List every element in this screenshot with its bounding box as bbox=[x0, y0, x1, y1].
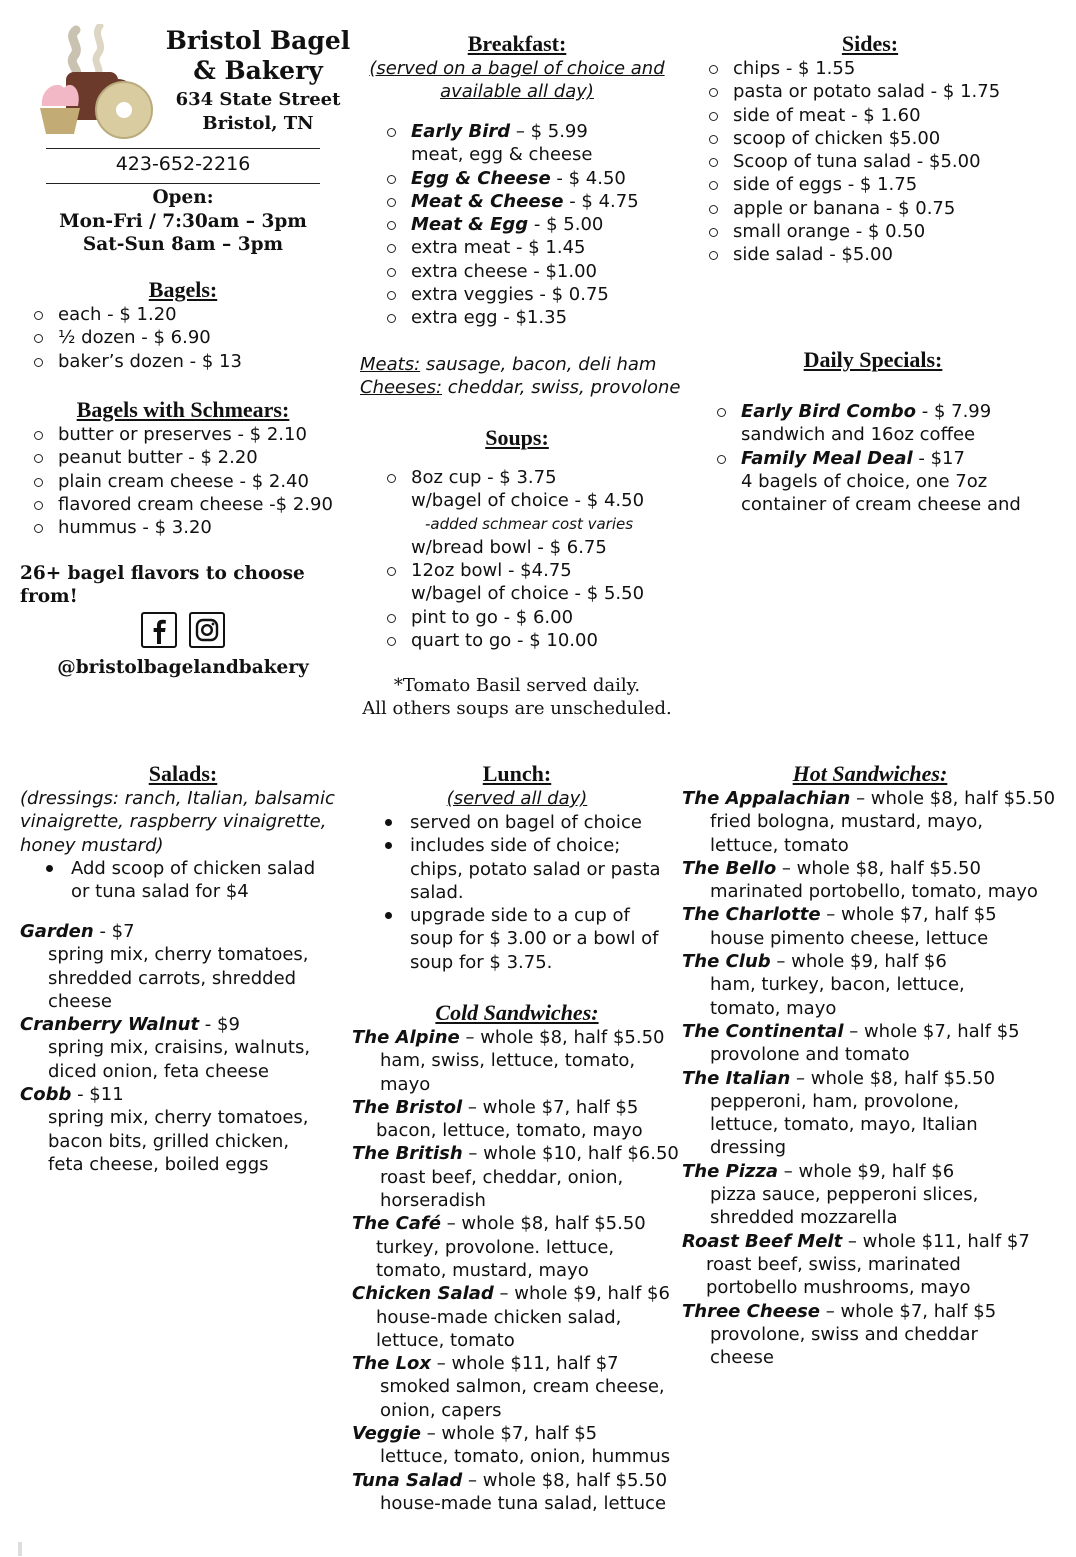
list-item: chips - $ 1.55 bbox=[733, 57, 1043, 80]
item-name: Cobb bbox=[20, 1084, 72, 1106]
special-price: - $17 bbox=[912, 447, 965, 469]
item-desc: tomato, mayo bbox=[710, 997, 837, 1019]
item-price: - $11 bbox=[71, 1084, 124, 1106]
menu-item bbox=[352, 1142, 682, 1212]
list-item: baker’s dozen - $ 13 bbox=[58, 350, 338, 373]
item-name: Chicken Salad bbox=[352, 1283, 494, 1305]
lunch-line: soup for $ 3.75. bbox=[410, 951, 553, 973]
list-item bbox=[741, 400, 1051, 447]
item-desc: lettuce, tomato, mayo, Italian bbox=[710, 1114, 978, 1136]
soups-note-line1: *Tomato Basil served daily. bbox=[393, 675, 641, 696]
item-name: Garden bbox=[20, 921, 94, 942]
item-name: Three Cheese bbox=[682, 1300, 821, 1322]
soups-heading: Soups: bbox=[485, 425, 549, 450]
list-item: extra veggies - $ 0.75 bbox=[411, 283, 681, 306]
item-desc: cheese bbox=[48, 990, 112, 1012]
lunch-heading: Lunch: bbox=[482, 761, 552, 786]
item-price: – whole $8, half $5.50 bbox=[850, 788, 1056, 809]
list-item bbox=[411, 466, 681, 559]
item-price: - $ 4.50 bbox=[550, 167, 626, 189]
item-price: – whole $9, half $6 bbox=[770, 951, 947, 973]
item-price: - $9 bbox=[199, 1014, 240, 1036]
item-price: – whole $7, half $5 bbox=[843, 1020, 1020, 1042]
item-name: The Lox bbox=[352, 1353, 432, 1375]
item-desc: cheese bbox=[710, 1347, 774, 1369]
item-desc: ham, turkey, bacon, lettuce, bbox=[710, 974, 965, 996]
list-item bbox=[410, 811, 680, 834]
list-item: each - $ 1.20 bbox=[58, 303, 338, 326]
business-name-line1: Bristol Bagel bbox=[165, 26, 351, 55]
item-name: Tuna Salad bbox=[352, 1469, 463, 1491]
item-name: The Café bbox=[352, 1213, 441, 1235]
item-desc: house-made chicken salad, bbox=[376, 1306, 622, 1328]
lunch-line: includes side of choice; bbox=[410, 835, 621, 857]
cheeses-value: cheddar, swiss, provolone bbox=[442, 377, 681, 399]
address bbox=[168, 88, 348, 136]
list-item bbox=[411, 190, 681, 213]
menu-item bbox=[352, 1026, 682, 1096]
item-price: – whole $8, half $5.50 bbox=[462, 1469, 668, 1491]
list-item: side of eggs - $ 1.75 bbox=[733, 173, 1043, 196]
item-desc: horseradish bbox=[380, 1190, 486, 1212]
cheeses-line bbox=[360, 376, 690, 399]
list-item bbox=[410, 834, 680, 904]
hot-sandwiches-heading: Hot Sandwiches: bbox=[792, 761, 948, 786]
lunch-subtitle: (served all day) bbox=[446, 788, 588, 809]
menu-item bbox=[20, 920, 350, 1013]
facebook-icon[interactable] bbox=[141, 612, 177, 648]
special-name: Early Bird Combo bbox=[741, 401, 916, 422]
schmear-note: -added schmear cost varies bbox=[425, 514, 634, 533]
menu-item bbox=[352, 1096, 682, 1143]
business-name bbox=[160, 26, 356, 86]
list-item: side of meat - $ 1.60 bbox=[733, 104, 1043, 127]
item-desc: meat, egg & cheese bbox=[411, 144, 593, 166]
item-desc: pepperoni, ham, provolone, bbox=[710, 1090, 960, 1112]
item-desc: roast beef, swiss, marinated bbox=[706, 1253, 961, 1275]
item-name: The Continental bbox=[682, 1020, 844, 1042]
logo bbox=[36, 24, 156, 140]
item-name: The Pizza bbox=[682, 1160, 779, 1182]
addon-line: or tuna salad for $4 bbox=[71, 881, 249, 903]
menu-item bbox=[682, 1067, 1062, 1160]
item-price: – $ 5.99 bbox=[510, 121, 588, 142]
lunch-line: soup for $ 3.00 or a bowl of bbox=[410, 928, 659, 950]
cheeses-label: Cheeses: bbox=[360, 377, 443, 399]
list-item: scoop of chicken $5.00 bbox=[733, 127, 1043, 150]
menu-item bbox=[682, 787, 1062, 857]
meats-value: sausage, bacon, deli ham bbox=[420, 354, 657, 375]
list-item: small orange - $ 0.50 bbox=[733, 220, 1043, 243]
special-desc: 4 bagels of choice, one 7oz bbox=[741, 470, 988, 492]
list-item: extra meat - $ 1.45 bbox=[411, 236, 681, 259]
soup-cup-bagel: w/bagel of choice - $ 4.50 bbox=[411, 490, 645, 512]
page-marker bbox=[18, 1542, 22, 1556]
item-price: – whole $8, half $5.50 bbox=[790, 1067, 996, 1089]
list-item: pasta or potato salad - $ 1.75 bbox=[733, 80, 1043, 103]
dressings-line: vinaigrette, raspberry vinaigrette, bbox=[20, 811, 327, 833]
item-price: - $ 4.75 bbox=[563, 190, 639, 212]
divider bbox=[46, 148, 320, 149]
item-name: The Italian bbox=[682, 1067, 791, 1089]
menu-item bbox=[352, 1282, 682, 1352]
item-desc: smoked salmon, cream cheese, bbox=[380, 1376, 665, 1398]
list-item: peanut butter - $ 2.20 bbox=[58, 446, 348, 469]
hours-label: Open: bbox=[152, 187, 214, 208]
addon-line: Add scoop of chicken salad bbox=[71, 858, 316, 879]
salads-list bbox=[20, 920, 350, 1176]
item-desc: house-made tuna salad, lettuce bbox=[380, 1492, 667, 1514]
lunch-list bbox=[410, 811, 680, 974]
item-price: – whole $10, half $6.50 bbox=[462, 1143, 679, 1165]
list-item: ½ dozen - $ 6.90 bbox=[58, 326, 338, 349]
list-item: side salad - $5.00 bbox=[733, 243, 1043, 266]
list-item: extra cheese - $1.00 bbox=[411, 260, 681, 283]
item-name: The Club bbox=[682, 951, 771, 973]
social-handle[interactable]: @bristolbagelandbakery bbox=[57, 657, 309, 678]
item-desc: shredded mozzarella bbox=[710, 1207, 898, 1229]
lunch-line: upgrade side to a cup of bbox=[410, 905, 630, 927]
divider bbox=[46, 183, 320, 184]
item-price: – whole $8, half $5.50 bbox=[776, 857, 981, 879]
specials-heading: Daily Specials: bbox=[803, 347, 943, 372]
item-name: Roast Beef Melt bbox=[682, 1230, 843, 1252]
breakfast-subtitle-line1: (served on a bagel of choice and bbox=[369, 58, 665, 79]
item-desc: fried bologna, mustard, mayo, bbox=[710, 811, 984, 833]
list-item: Scoop of tuna salad - $5.00 bbox=[733, 150, 1043, 173]
item-desc: turkey, provolone. lettuce, bbox=[376, 1236, 615, 1258]
item-desc: spring mix, craisins, walnuts, bbox=[48, 1037, 311, 1059]
dressings-line: (dressings: ranch, Italian, balsamic bbox=[20, 788, 335, 809]
breakfast-heading: Breakfast: bbox=[467, 31, 567, 56]
salads-heading: Salads: bbox=[148, 761, 218, 786]
hours bbox=[30, 186, 336, 257]
breakfast-subtitle bbox=[360, 57, 674, 104]
list-item: butter or preserves - $ 2.10 bbox=[58, 423, 348, 446]
menu-item bbox=[20, 1083, 350, 1176]
menu-item bbox=[682, 950, 1062, 1020]
item-desc: spring mix, cherry tomatoes, bbox=[48, 944, 309, 966]
menu-item bbox=[352, 1352, 682, 1422]
hours-weekday: Mon-Fri / 7:30am – 3pm bbox=[59, 210, 307, 232]
item-name: The Bristol bbox=[352, 1096, 463, 1118]
list-item: apple or banana - $ 0.75 bbox=[733, 197, 1043, 220]
menu-item bbox=[682, 857, 1062, 904]
item-desc: bacon, lettuce, tomato, mayo bbox=[376, 1120, 643, 1142]
list-item: pint to go - $ 6.00 bbox=[411, 606, 681, 629]
phone-number[interactable]: 423-652-2216 bbox=[115, 153, 251, 175]
soup-bowl-bagel: w/bagel of choice - $ 5.50 bbox=[411, 583, 645, 605]
item-desc: mayo bbox=[380, 1073, 431, 1095]
item-price: – whole $9, half $6 bbox=[778, 1160, 955, 1182]
list-item bbox=[410, 904, 680, 974]
item-desc: portobello mushrooms, mayo bbox=[706, 1277, 971, 1299]
cold-sandwiches-heading: Cold Sandwiches: bbox=[435, 1000, 599, 1025]
meats-line bbox=[360, 353, 690, 376]
soup-cup: 8oz cup - $ 3.75 bbox=[411, 467, 557, 488]
menu-item bbox=[352, 1469, 682, 1516]
item-name: The Alpine bbox=[352, 1027, 460, 1048]
item-price: – whole $9, half $6 bbox=[493, 1283, 670, 1305]
schmears-list bbox=[58, 423, 348, 539]
bagels-list bbox=[58, 303, 338, 373]
list-item bbox=[411, 167, 681, 190]
menu-item bbox=[682, 1300, 1062, 1370]
specials-list bbox=[741, 400, 1051, 516]
item-desc: spring mix, cherry tomatoes, bbox=[48, 1107, 309, 1129]
menu-item bbox=[682, 1230, 1062, 1300]
list-item: extra egg - $1.35 bbox=[411, 306, 681, 329]
lunch-line: served on bagel of choice bbox=[410, 812, 642, 833]
item-desc: lettuce, tomato bbox=[710, 834, 849, 856]
item-desc: tomato, mustard, mayo bbox=[376, 1259, 589, 1281]
breakfast-options bbox=[360, 353, 690, 400]
meats-label: Meats: bbox=[360, 354, 421, 375]
breakfast-list bbox=[411, 120, 681, 330]
lunch-line: chips, potato salad or pasta bbox=[410, 858, 661, 880]
item-name: The Charlotte bbox=[682, 904, 821, 926]
special-price: - $ 7.99 bbox=[916, 401, 992, 422]
business-name-line2: & Bakery bbox=[193, 56, 323, 85]
item-desc: lettuce, tomato bbox=[376, 1329, 515, 1351]
menu-item bbox=[20, 1013, 350, 1083]
item-desc: bacon bits, grilled chicken, bbox=[48, 1130, 290, 1152]
dressings-line: honey mustard) bbox=[20, 834, 164, 856]
item-name: Veggie bbox=[352, 1423, 421, 1445]
item-desc: feta cheese, boiled eggs bbox=[48, 1153, 269, 1175]
cold-sandwiches-list bbox=[352, 1026, 682, 1515]
list-item bbox=[741, 447, 1051, 517]
item-name: Egg & Cheese bbox=[411, 167, 551, 189]
instagram-icon[interactable] bbox=[189, 612, 225, 648]
item-desc: house pimento cheese, lettuce bbox=[710, 927, 989, 949]
menu-item bbox=[682, 1020, 1062, 1067]
item-price: - $ 5.00 bbox=[528, 214, 604, 236]
item-desc: marinated portobello, tomato, mayo bbox=[710, 881, 1038, 903]
soups-list bbox=[411, 466, 681, 652]
menu-item bbox=[682, 903, 1062, 950]
list-item bbox=[411, 120, 681, 167]
menu-item bbox=[352, 1422, 682, 1469]
soup-bread-bowl: w/bread bowl - $ 6.75 bbox=[411, 536, 607, 558]
dressings-note bbox=[20, 787, 350, 857]
item-price: – whole $7, half $5 bbox=[462, 1096, 639, 1118]
address-line1: 634 State Street bbox=[175, 89, 341, 110]
breakfast-subtitle-line2: available all day) bbox=[440, 81, 594, 103]
bagels-heading: Bagels: bbox=[148, 277, 218, 302]
item-name: The Bello bbox=[682, 857, 777, 879]
item-desc: provolone, swiss and cheddar bbox=[710, 1323, 978, 1345]
list-item: quart to go - $ 10.00 bbox=[411, 629, 681, 652]
menu-item bbox=[682, 1160, 1062, 1230]
soups-note bbox=[352, 674, 682, 721]
soups-note-line2: All others soups are unscheduled. bbox=[362, 698, 672, 720]
item-desc: lettuce, tomato, onion, hummus bbox=[380, 1446, 671, 1468]
hot-sandwiches-list bbox=[682, 787, 1062, 1369]
item-name: Early Bird bbox=[411, 121, 511, 142]
item-name: The British bbox=[352, 1143, 463, 1165]
item-name: Meat & Cheese bbox=[411, 190, 564, 212]
sides-heading: Sides: bbox=[841, 31, 899, 56]
item-price: – whole $11, half $7 bbox=[842, 1230, 1030, 1252]
item-price: – whole $8, half $5.50 bbox=[459, 1027, 665, 1048]
item-name: Cranberry Walnut bbox=[20, 1014, 200, 1036]
soup-bowl: 12oz bowl - $4.75 bbox=[411, 560, 572, 582]
item-desc: roast beef, cheddar, onion, bbox=[380, 1166, 624, 1188]
address-line2: Bristol, TN bbox=[202, 113, 314, 134]
item-price: – whole $8, half $5.50 bbox=[440, 1213, 646, 1235]
item-desc: pizza sauce, pepperoni slices, bbox=[710, 1184, 979, 1206]
item-desc: ham, swiss, lettuce, tomato, bbox=[380, 1050, 636, 1072]
item-name: The Appalachian bbox=[682, 788, 851, 809]
item-price: – whole $7, half $5 bbox=[820, 1300, 997, 1322]
item-desc: dressing bbox=[710, 1137, 787, 1159]
item-desc: provolone and tomato bbox=[710, 1044, 910, 1066]
special-desc: sandwich and 16oz coffee bbox=[741, 424, 976, 446]
menu-item bbox=[352, 1212, 682, 1282]
list-item bbox=[411, 559, 681, 606]
item-price: – whole $11, half $7 bbox=[431, 1353, 619, 1375]
list-item bbox=[71, 857, 351, 904]
special-name: Family Meal Deal bbox=[741, 447, 913, 469]
list-item bbox=[411, 213, 681, 236]
item-desc: diced onion, feta cheese bbox=[48, 1060, 269, 1082]
hours-weekend: Sat-Sun 8am – 3pm bbox=[82, 234, 284, 255]
item-price: – whole $7, half $5 bbox=[820, 904, 997, 926]
schmears-heading: Bagels with Schmears: bbox=[76, 397, 290, 422]
item-name: Meat & Egg bbox=[411, 214, 529, 236]
item-price: - $7 bbox=[93, 921, 135, 942]
item-desc: onion, capers bbox=[380, 1399, 502, 1421]
salad-addon bbox=[71, 857, 351, 904]
item-desc: shredded carrots, shredded bbox=[48, 967, 297, 989]
sides-list bbox=[733, 57, 1043, 267]
list-item: hummus - $ 3.20 bbox=[58, 516, 348, 539]
list-item: flavored cream cheese -$ 2.90 bbox=[58, 493, 348, 516]
list-item: plain cream cheese - $ 2.40 bbox=[58, 470, 348, 493]
lunch-line: salad. bbox=[410, 881, 464, 903]
flavors-note: 26+ bagel flavors to choose from! bbox=[20, 563, 305, 608]
item-price: – whole $7, half $5 bbox=[420, 1423, 598, 1445]
special-desc: container of cream cheese and bbox=[741, 494, 1021, 516]
